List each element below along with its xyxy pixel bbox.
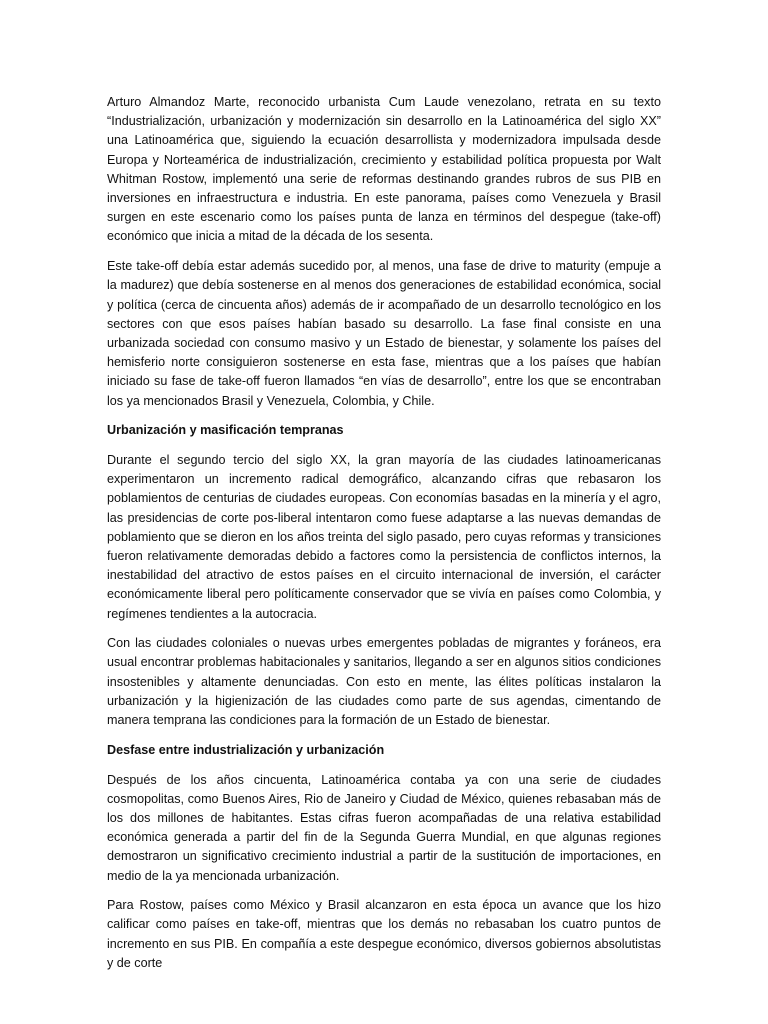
section-heading-urbanizacion: Urbanización y masificación tempranas xyxy=(107,423,344,438)
paragraph-rostow: Para Rostow, países como México y Brasil alcanzaron en esta época un avance que los hizo calificar como países en take-off, mientras que los demás no rebasaban los cuatro puntos de incremento en sus PIB. En compañía a este despegue económico, diversos gobiernos absolutistas y de corte xyxy=(107,898,661,970)
paragraph-take-off: Este take-off debía estar además sucedido por, al menos, una fase de drive to maturity (empuje a la madurez) que debía sostenerse en al menos dos generaciones de estabilidad económica, social y política (cerca de cincuenta años) además de ir acompañado de un desarrollo tecnológico en los sectores con que esos países habían basado su desarrollo. La fase final consiste en una urbanizada sociedad con consumo masivo y un Estado de bienestar, y solamente los países del hemisferio norte consiguieron sostenerse en esta fase, mientras que a los países que habían iniciado su fase de take-off fueron llamados “en vías de desarrollo”, entre los que se encontraban los ya mencionados Brasil y Venezuela, Colombia, y Chile. xyxy=(107,259,661,408)
paragraph-intro: Arturo Almandoz Marte, reconocido urbanista Cum Laude venezolano, retrata en su texto “Industrialización, urbanización y modernización sin desarrollo en la Latinoamérica del siglo XX” una Latinoamérica que, siguiendo la ecuación desarrollista y modernizadora impulsada desde Europa y Norteamérica de industrialización, crecimiento y estabilidad política propuesta por Walt Whitman Rostow, implementó una serie de reformas destinando grandes rubros de sus PIB en inversiones en infraestructura e industria. En este panorama, países como Venezuela y Brasil surgen en este escenario como los países punta de lanza en términos del despegue (take-off) económico que inicia a mitad de la década de los sesenta. xyxy=(107,95,661,244)
section-heading-desfase: Desfase entre industrialización y urbanización xyxy=(107,742,385,757)
paragraph-segundo-tercio: Durante el segundo tercio del siglo XX, la gran mayoría de las ciudades latinoamericanas experimentaron un incremento radical demográfico, alcanzando cifras que rebasaron los poblamientos de centurias de ciudades europeas. Con economías basadas en la minería y el agro, las presidencias de corte pos-liberal intentaron como fuese adaptarse a las nuevas demandas de poblamiento que se dieron en los años treinta del siglo pasado, pero cuyas reformas y transiciones fueron relativamente demoradas debido a factores como la persistencia de conflictos internos, la inestabilidad del atractivo de estos países en el circuito internacional de inversión, el carácter económicamente liberal pero políticamente conservador que se vivía en países como Colombia, y regímenes tendientes a la autocracia. xyxy=(107,452,661,621)
paragraph-ciudades-coloniales: Con las ciudades coloniales o nuevas urbes emergentes pobladas de migrantes y foráneos, era usual encontrar problemas habitacionales y sanitarios, llegando a ser en algunos sitios condiciones insostenibles y altamente denunciadas. Con esto en mente, las élites políticas instalaron la urbanización y la higienización de las ciudades como parte de sus agendas, cimentando de manera temprana las condiciones para la formación de un Estado de bienestar. xyxy=(107,636,661,728)
document-page xyxy=(107,93,661,984)
paragraph-anos-cincuenta: Después de los años cincuenta, Latinoamérica contaba ya con una serie de ciudades cosmopolitas, como Buenos Aires, Rio de Janeiro y Ciudad de México, quienes rebasaban más de los dos millones de habitantes. Estas cifras fueron acompañadas de una relativa estabilidad económica generada a partir del fin de la Segunda Guerra Mundial, en que algunas regiones demostraron un significativo crecimiento industrial a partir de la sustitución de importaciones, en medio de la ya mencionada urbanización. xyxy=(107,772,661,883)
